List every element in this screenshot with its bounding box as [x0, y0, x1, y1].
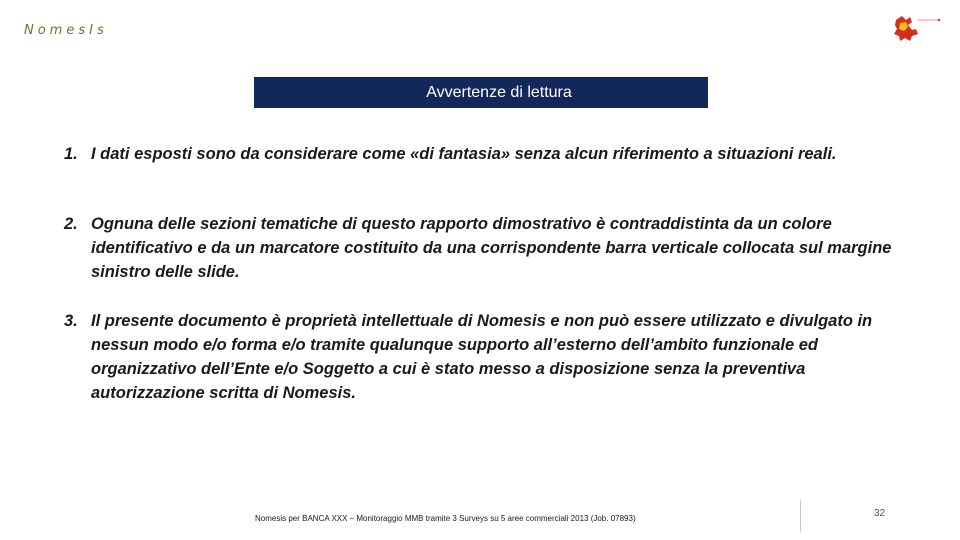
list-item [64, 212, 904, 284]
client-logo [890, 12, 942, 44]
logo-wordmark: NomesIs [24, 23, 108, 38]
list-item [64, 309, 904, 405]
reading-notes-banner [254, 77, 708, 108]
item-number: 2. [64, 215, 78, 233]
item-text: I dati esposti sono da considerare come «di fantasia» senza alcun riferimento a situazioni reali. [91, 145, 837, 163]
footer-text: Nomesis per BANCA XXX – Monitoraggio MMB tramite 3 Surveys su 5 aree commerciali 2013 (Job. 07893) [255, 514, 636, 523]
client-logo-icon [890, 12, 942, 44]
page-number: 32 [874, 508, 886, 519]
item-text: Ognuna delle sezioni tematiche di questo rapporto dimostrativo è contraddistinta da un colore identificativo e da un marcatore costituito da una corrispondente barra verticale collocata sul margine sinistro delle slide. [91, 215, 892, 281]
logo-tagline: · · · · · · · · · · · · · · [24, 40, 63, 44]
item-number: 3. [64, 312, 78, 330]
list-item [64, 142, 904, 166]
footer-divider [800, 500, 801, 532]
banner-title: Avvertenze di lettura [426, 83, 572, 101]
nomesis-logo [24, 24, 114, 48]
item-text: Il presente documento è proprietà intellettuale di Nomesis e non può essere utilizzato e divulgato in nessun modo e/o forma e/o tramite qualunque supporto all’esterno dell’ambito funzionale ed organizzativo dell’Ente e/o Soggetto a cui è stato messo a disposizione senza la preventiva autorizzazione scritta di Nomesis. [91, 312, 873, 402]
item-number: 1. [64, 145, 78, 163]
